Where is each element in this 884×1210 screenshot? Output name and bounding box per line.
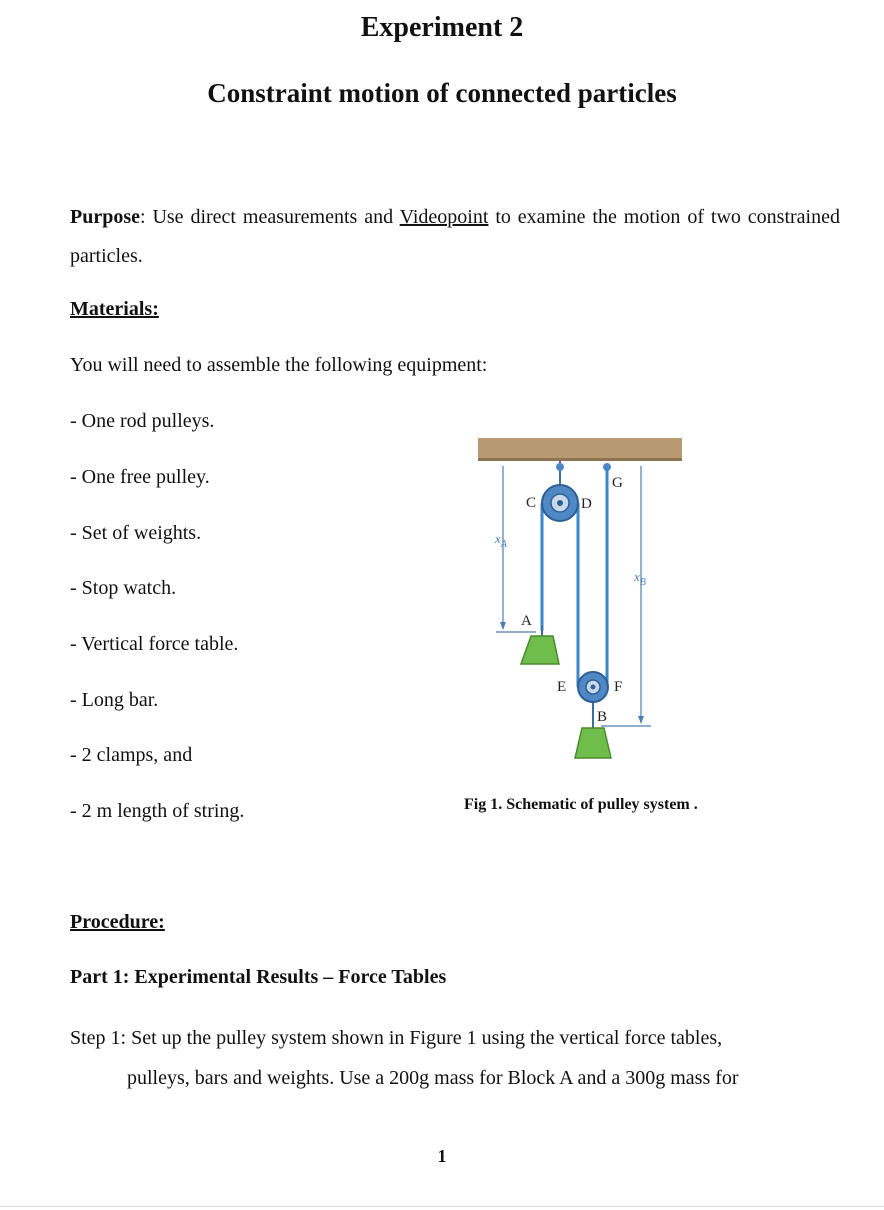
material-item: - 2 clamps, and	[70, 744, 193, 766]
label-xa: $x_A$	[495, 531, 507, 550]
step1-line1: Step 1: Set up the pulley system shown in Figure 1 using the vertical force tables,	[70, 1027, 723, 1049]
label-f: F	[614, 679, 623, 695]
pulley-ef-axle	[591, 685, 596, 690]
materials-intro: You will need to assemble the following equipment:	[70, 354, 488, 376]
dimension-xa-arrow	[500, 622, 506, 630]
ceiling-edge	[478, 458, 682, 461]
material-item: - Vertical force table.	[70, 633, 239, 655]
purpose-text-after: to examine the motion of two constrained particles.	[70, 206, 840, 267]
step1-line2: pulleys, bars and weights. Use a 200g mass for Block A and a 300g mass for	[127, 1067, 739, 1089]
pulley-system-figure	[474, 436, 694, 766]
step1-paragraph	[70, 1018, 834, 1098]
purpose-text-before: : Use direct measurements and	[140, 206, 400, 228]
label-e: E	[557, 679, 567, 695]
label-d: D	[581, 496, 592, 512]
figure-caption: Fig 1. Schematic of pulley system .	[464, 796, 698, 813]
label-a: A	[521, 613, 532, 629]
weight-a	[521, 636, 559, 664]
label-c: C	[526, 495, 537, 511]
material-item: - One free pulley.	[70, 466, 210, 488]
procedure-heading: Procedure:	[70, 911, 165, 933]
experiment-subtitle: Constraint motion of connected particles	[207, 78, 677, 108]
purpose-paragraph	[70, 198, 840, 276]
ceiling-beam	[478, 438, 682, 460]
part1-title: Part 1: Experimental Results – Force Tables	[70, 966, 447, 988]
label-g: G	[612, 475, 623, 491]
label-xb: $x_B$	[634, 569, 646, 588]
page-bottom-divider	[0, 1206, 884, 1207]
pulley-cd-axle	[557, 500, 563, 506]
materials-heading: Materials:	[70, 298, 159, 320]
experiment-title: Experiment 2	[360, 12, 524, 43]
hanger-cd-hook	[556, 463, 564, 471]
videopoint-link[interactable]: Videopoint	[399, 206, 489, 228]
purpose-label: Purpose	[70, 206, 140, 228]
label-b: B	[597, 709, 608, 725]
material-item: - One rod pulleys.	[70, 410, 215, 432]
material-item: - Set of weights.	[70, 522, 202, 544]
page-number: 1	[437, 1146, 447, 1166]
material-item: - Stop watch.	[70, 577, 177, 599]
weight-b	[575, 728, 611, 758]
dimension-xb-arrow	[638, 716, 644, 724]
material-item: - Long bar.	[70, 689, 159, 711]
material-item: - 2 m length of string.	[70, 800, 245, 822]
